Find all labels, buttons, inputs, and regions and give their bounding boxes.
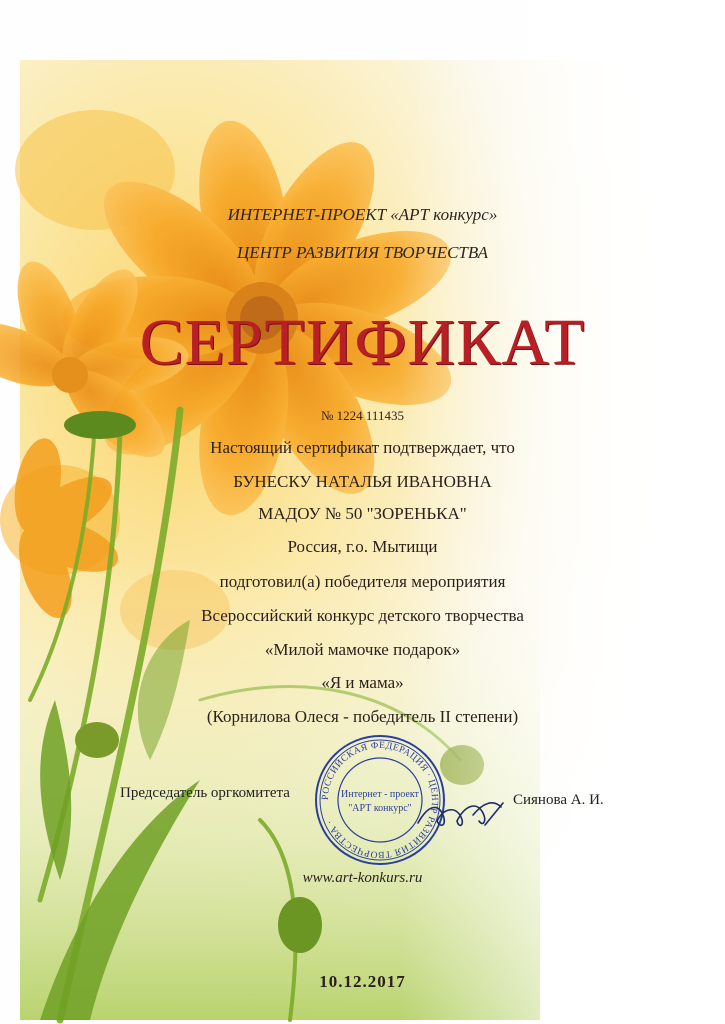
- achievement: подготовил(а) победителя мероприятия: [219, 572, 506, 591]
- signature: [413, 795, 508, 835]
- winner-info: (Корнилова Олеся - победитель II степени): [206, 707, 519, 726]
- work-title: «Я и мама»: [321, 673, 404, 692]
- certificate-title: СЕРТИФИКАТ: [139, 306, 586, 379]
- location: Россия, г.о. Мытищи: [287, 537, 438, 556]
- nomination: «Милой мамочке подарок»: [264, 640, 461, 659]
- contest-name: Всероссийский конкурс детского творчества: [201, 606, 524, 625]
- certificate-number: № 1224 111435: [321, 408, 404, 423]
- seal-ring-text: РОССИЙСКАЯ ФЕДЕРАЦИЯ · ЦЕНТР РАЗВИТИЯ ТВОРЧЕСТВА ·: [320, 740, 440, 860]
- confirm-text: Настоящий сертификат подтверждает, что: [210, 438, 515, 457]
- org-subtitle: ЦЕНТР РАЗВИТИЯ ТВОРЧЕСТВА: [236, 243, 489, 262]
- seal-inner-line1: Интернет - проект: [341, 789, 419, 800]
- org-name: ИНТЕРНЕТ-ПРОЕКТ «АРТ конкурс»: [227, 205, 498, 224]
- chair-label: Председатель оргкомитета: [120, 785, 290, 801]
- issue-date: 10.12.2017: [319, 972, 406, 991]
- institution: МАДОУ № 50 "ЗОРЕНЬКА": [258, 504, 467, 523]
- recipient-name: БУНЕСКУ НАТАЛЬЯ ИВАНОВНА: [233, 472, 492, 491]
- website-link[interactable]: www.art-konkurs.ru: [302, 870, 423, 886]
- seal-inner-line2: "АРТ конкурс": [348, 803, 412, 814]
- chair-name: Сиянова А. И.: [513, 792, 604, 808]
